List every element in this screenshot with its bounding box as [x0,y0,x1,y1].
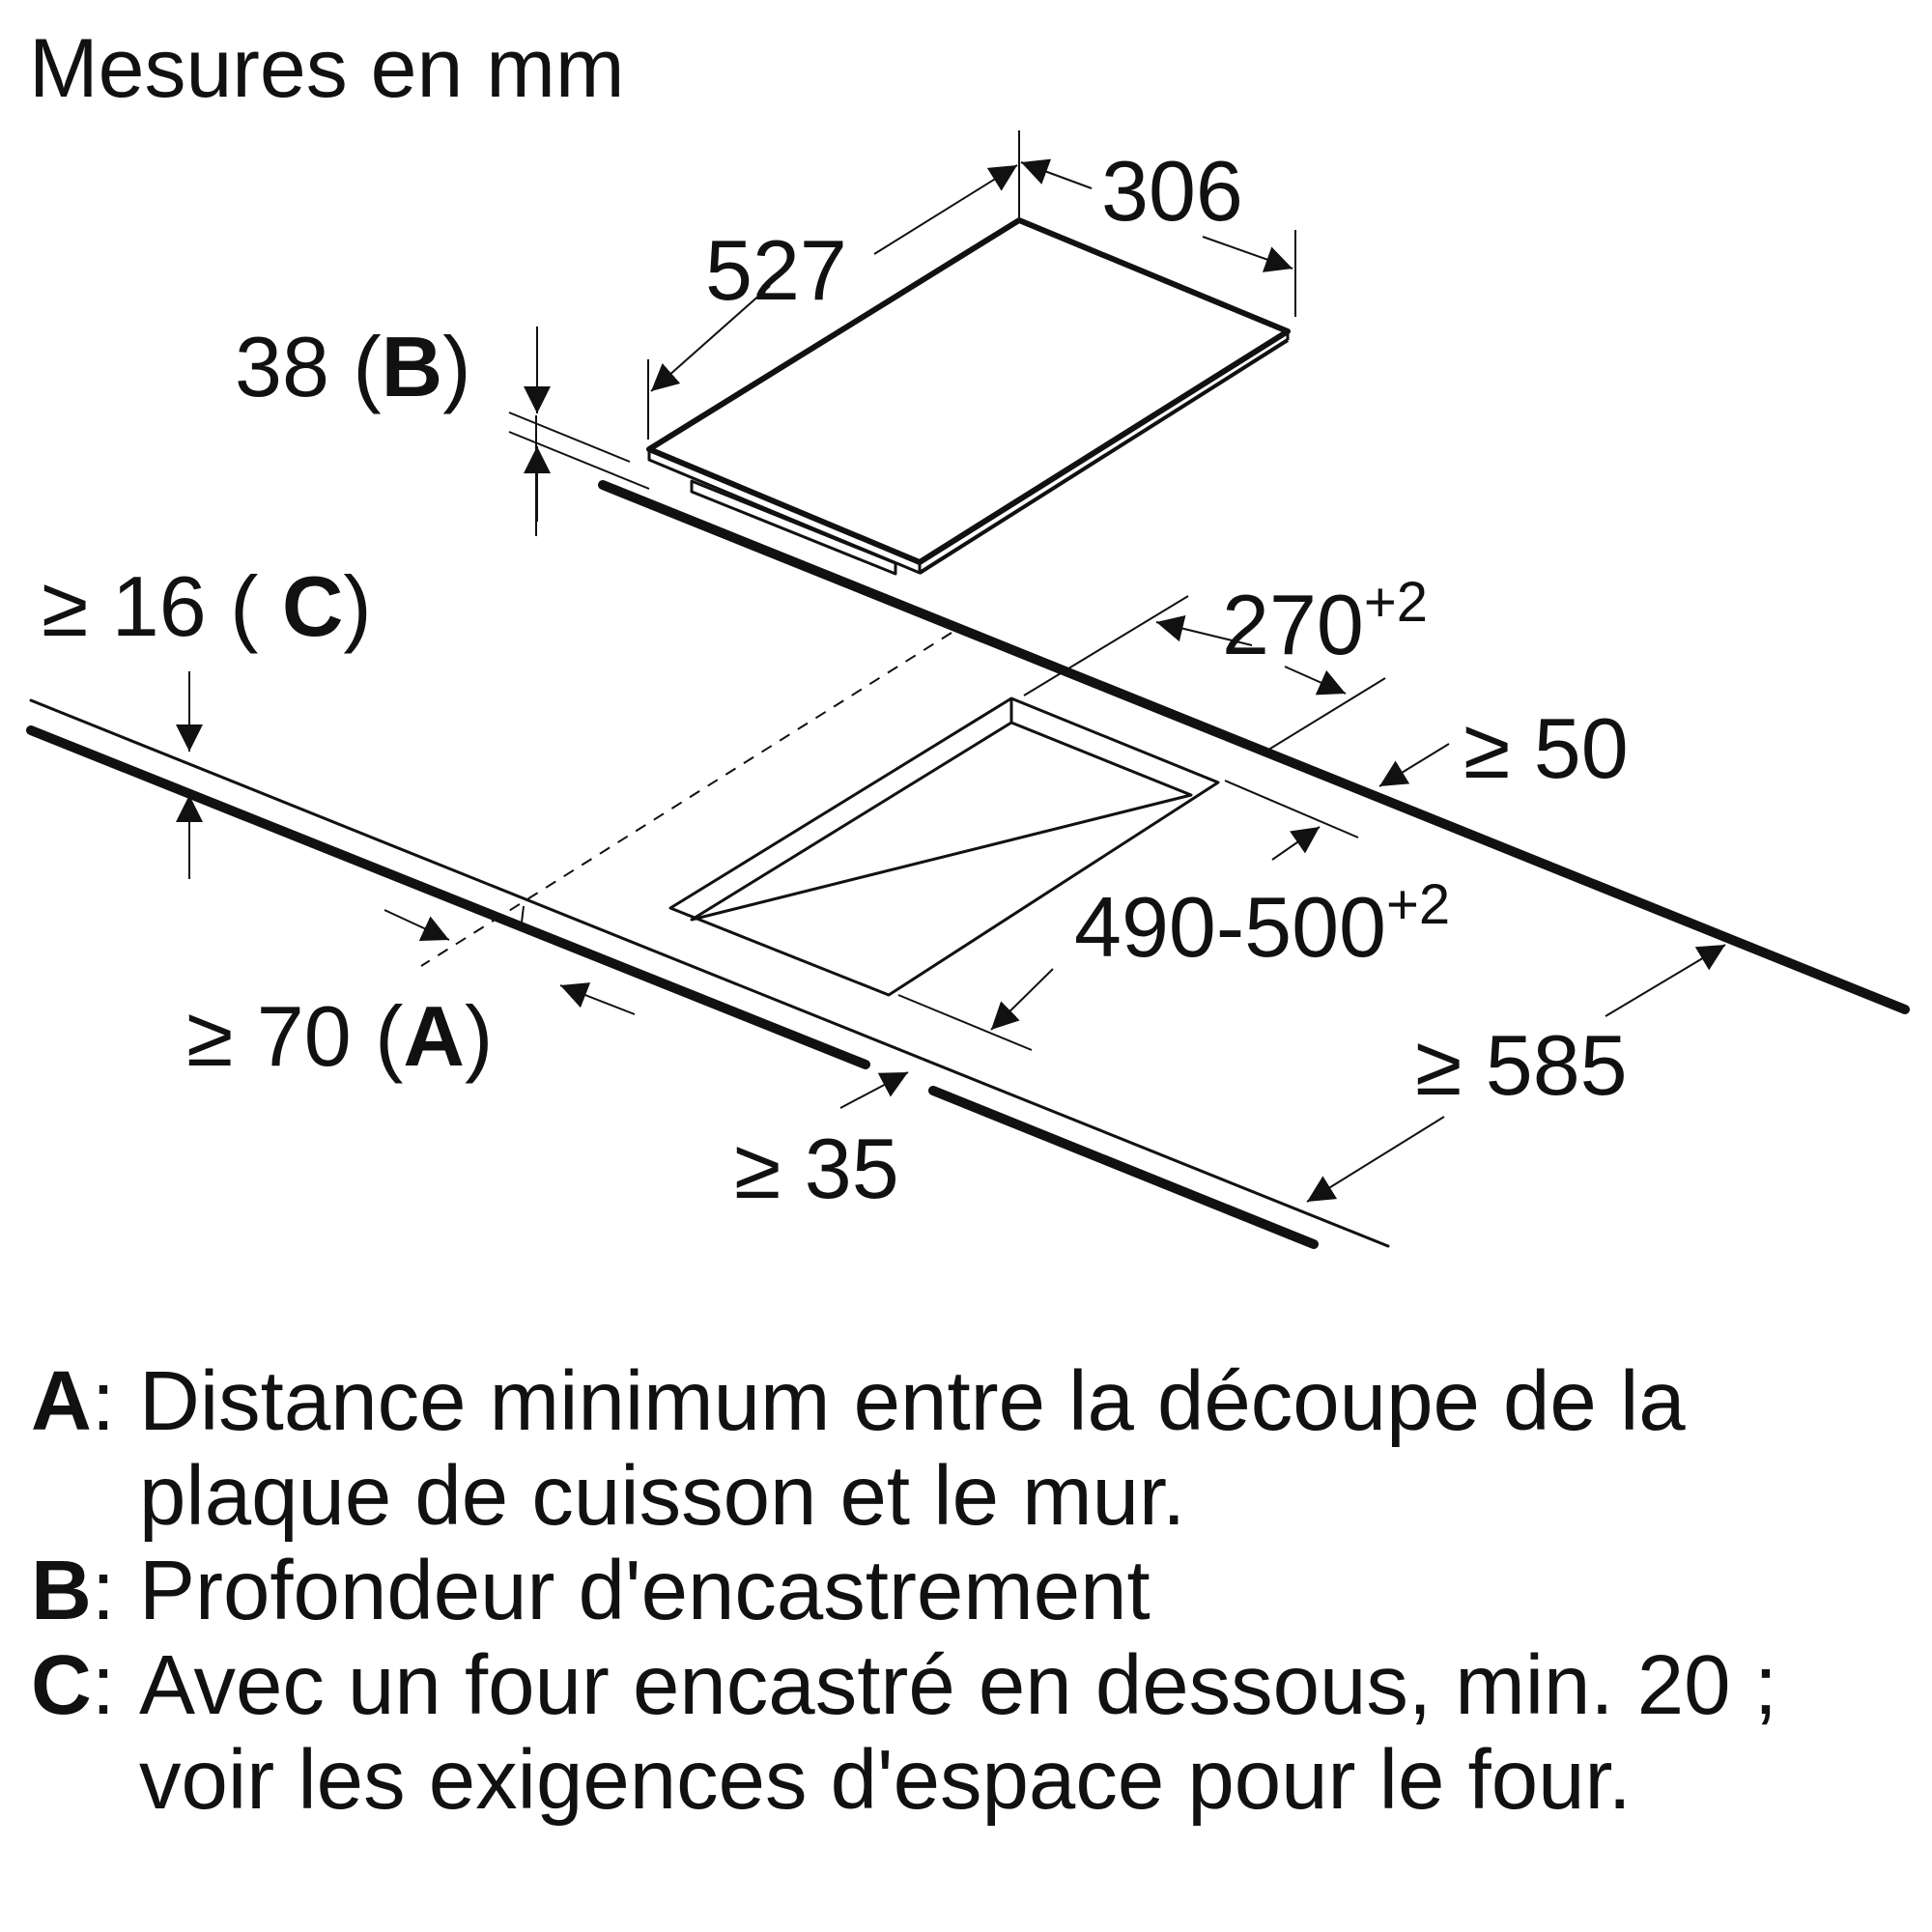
legend-key-a-letter: A [31,1354,92,1448]
legend-item-a [31,1354,1915,1544]
legend-text-c: Avec un four encastré en dessous, min. 20 ; voir les exigences d'espace pour le four. [139,1638,1777,1827]
dim-270-tolerance: +2 [1363,571,1428,634]
legend-key-a: A: [31,1354,116,1448]
dim-270-label [1222,571,1428,672]
arrow-306-right [1203,237,1293,269]
legend-item-b [31,1544,1915,1638]
arrow-50 [1379,744,1449,786]
dim-35-label: ≥ 35 [734,1121,899,1216]
dim-38-label [235,319,471,414]
dim-270-value: 270 [1222,577,1364,672]
arrow-70-right [560,985,635,1014]
dim-38-close: ) [442,319,471,414]
legend-text-b: Profondeur d'encastrement [139,1544,1151,1637]
dim-306-label: 306 [1101,143,1243,239]
dim-490-500-label [1074,873,1450,975]
arrow-585-top [1605,945,1725,1016]
dim-16-label [42,558,372,654]
dim-16-key: C [281,558,344,654]
legend-item-c [31,1638,1915,1828]
arrow-527-top [874,165,1017,254]
legend-key-b: B: [31,1544,116,1637]
wall-reference-dashed-line [421,633,952,966]
dim-16-close: ) [343,558,372,654]
legend-key-c-letter: C [31,1638,92,1732]
arrow-585-bottom [1307,1117,1444,1202]
dim-527-label: 527 [705,222,847,318]
dim-50-label: ≥ 50 [1463,700,1629,796]
arrow-490-top [1272,827,1320,860]
legend-key-b-letter: B [31,1544,92,1637]
legend [31,1354,1915,1828]
dim-70-label [186,988,493,1084]
arrow-35 [840,1072,908,1108]
dim-70-value: ≥ 70 ( [186,988,404,1084]
measurement-unit-title: Mesures en mm [29,22,625,115]
dim-490-500-value: 490-500 [1074,879,1386,975]
legend-key-c: C: [31,1638,116,1732]
dim-490-500-tolerance: +2 [1385,873,1451,936]
arrow-306-left [1021,162,1092,188]
dim-70-key: A [403,988,465,1084]
dim-70-close: ) [464,988,494,1084]
dim-585-label: ≥ 585 [1415,1017,1628,1113]
arrow-70-left [384,910,449,940]
dim-38-key: B [381,319,443,414]
dim-16-value: ≥ 16 ( [42,558,282,654]
dim-38-value: 38 ( [235,319,382,414]
arrow-490-bottom [991,969,1053,1030]
legend-text-a: Distance minimum entre la découpe de la plaque de cuisson et le mur. [139,1354,1686,1543]
